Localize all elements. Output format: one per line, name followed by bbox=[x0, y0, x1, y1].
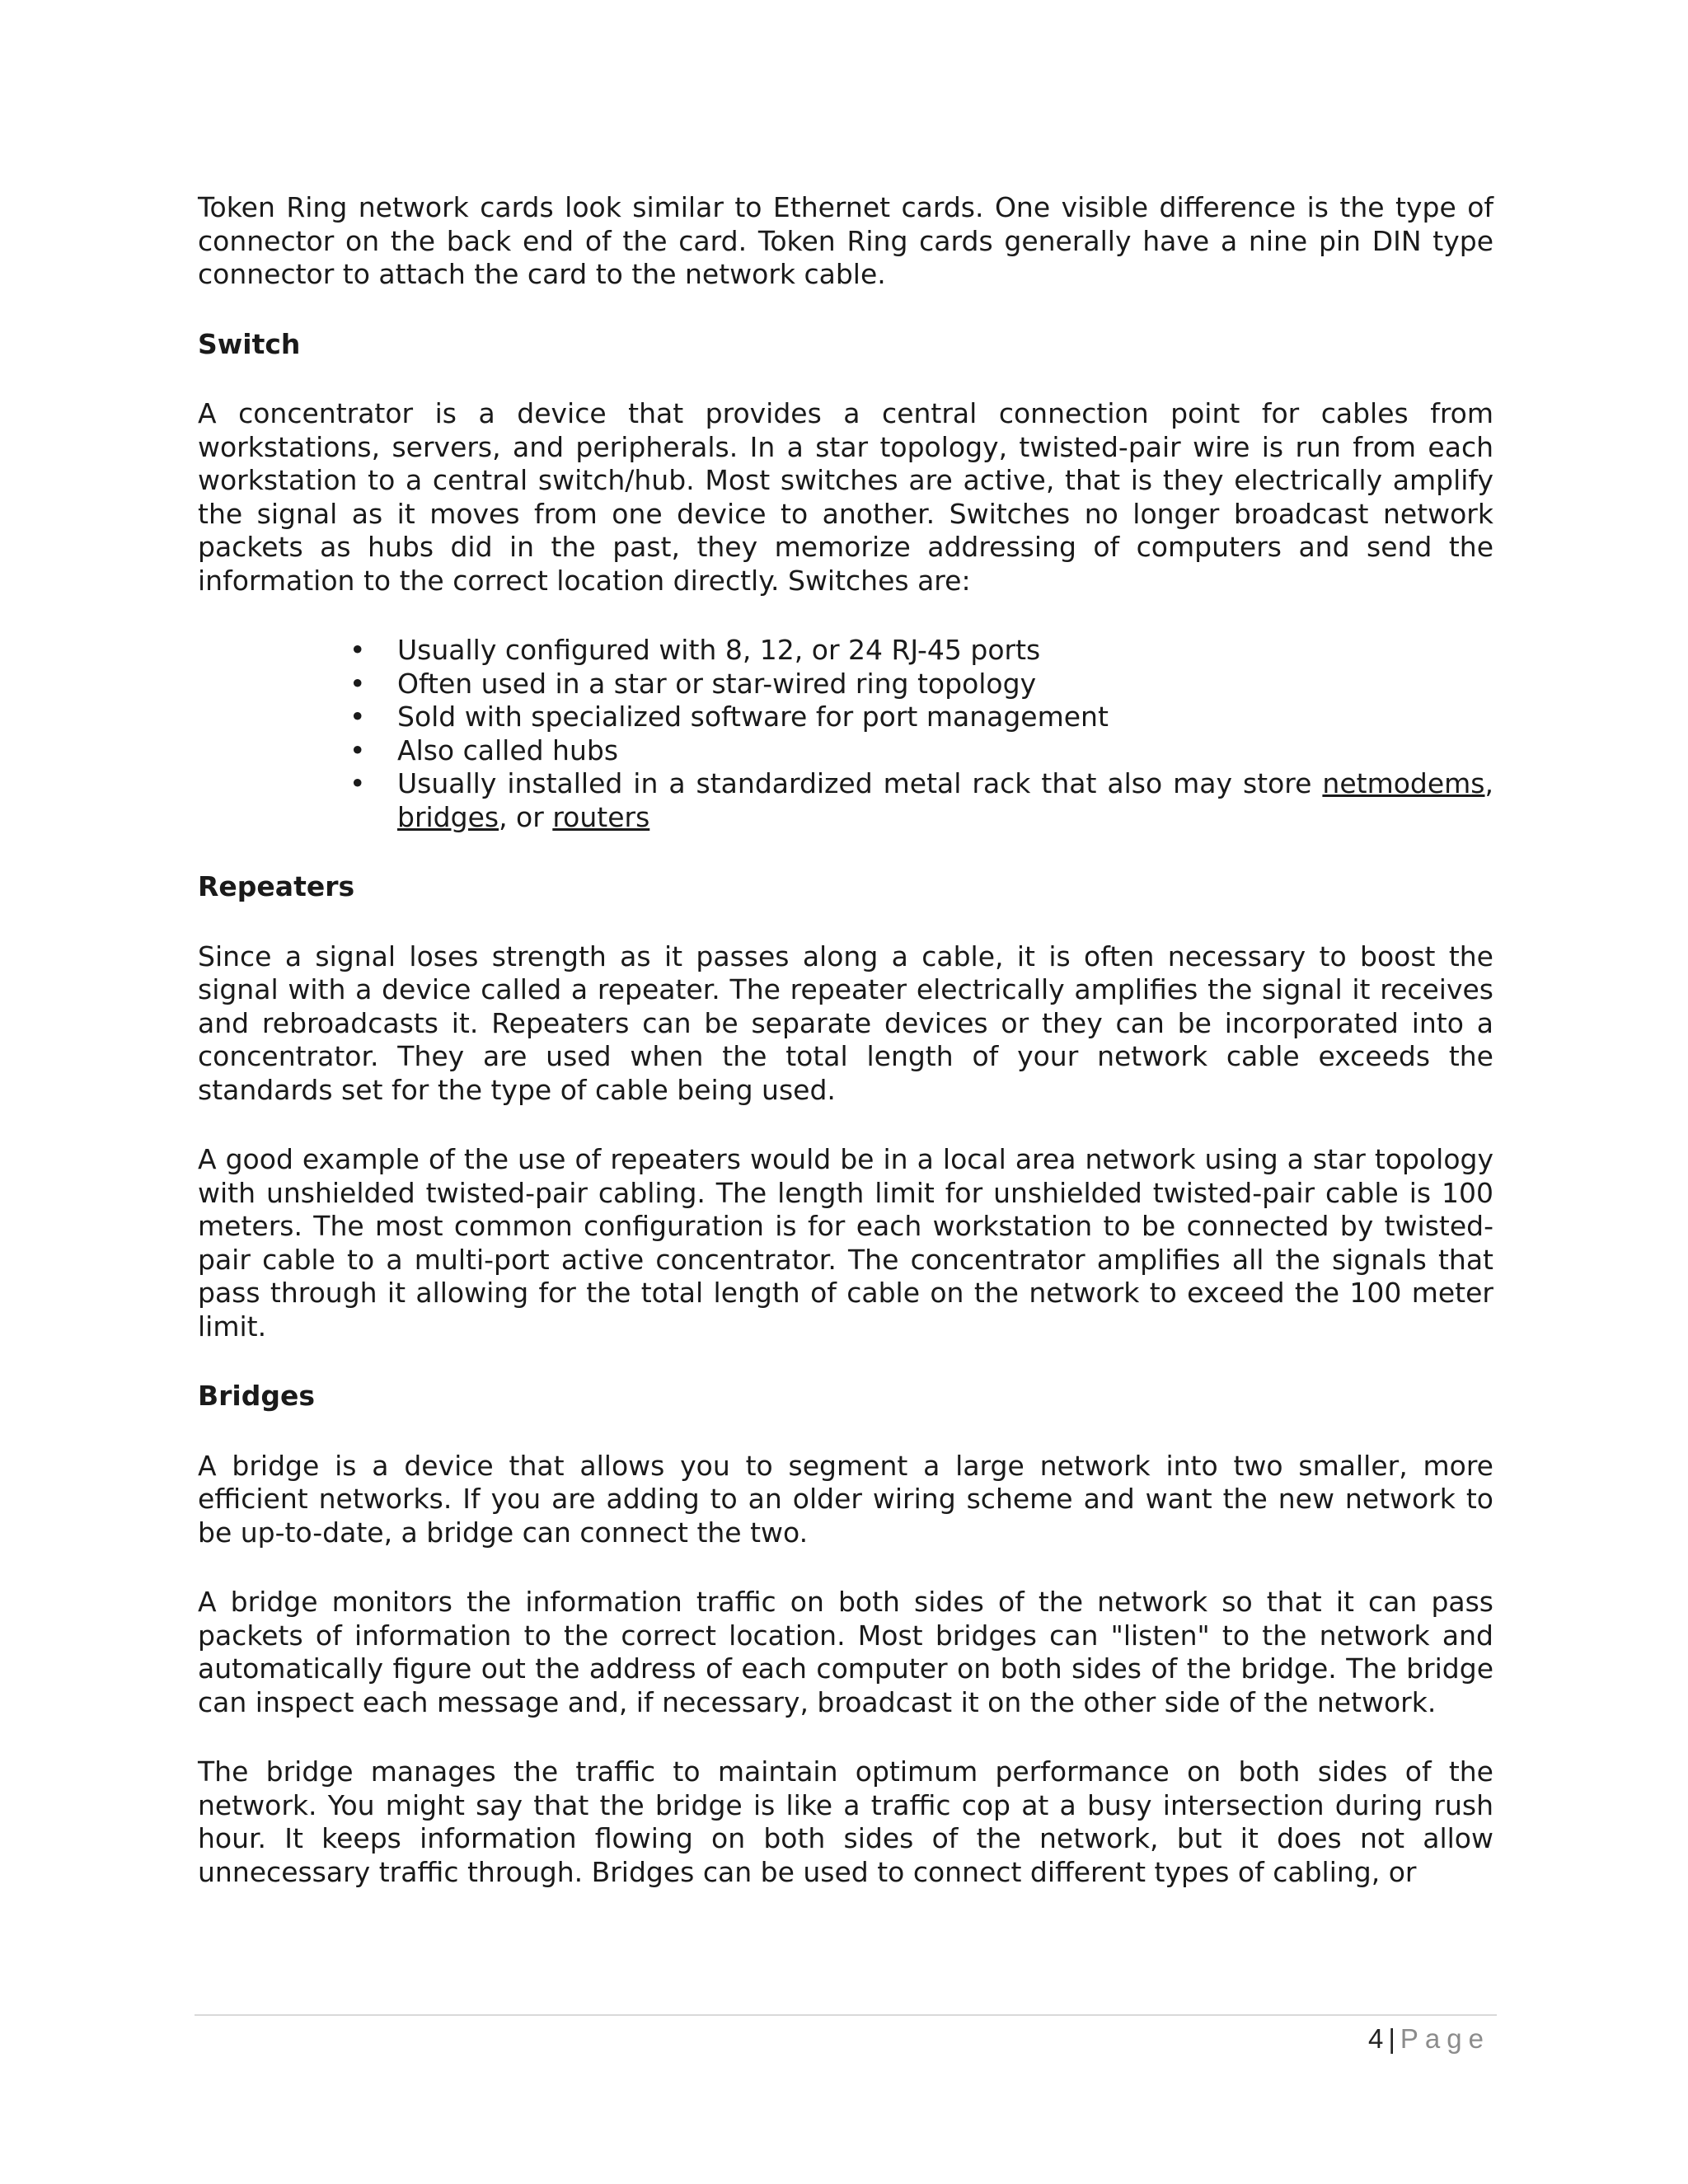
list-item-separator: , bbox=[1484, 767, 1493, 799]
repeaters-heading: Repeaters bbox=[198, 870, 355, 902]
list-item: • Sold with specialized software for port management bbox=[397, 701, 1493, 734]
netmodems-link[interactable]: netmodems bbox=[1322, 767, 1485, 799]
bridges-heading: Bridges bbox=[198, 1380, 316, 1412]
switch-paragraph: A concentrator is a device that provides a central connection point for cables from workstations, servers, and peripherals. In a star topology, twisted-pair wire is run from each workstation to a central switch/hub. Most switches are active, that is they electrically amplify the signal as it moves from one device to another. Switches no longer broadcast network packets as hubs did in the past, they memorize addressing of computers and send the information to the correct location directly. Switches are: bbox=[198, 397, 1493, 597]
switch-heading: Switch bbox=[198, 327, 301, 360]
repeaters-paragraph-2: A good example of the use of repeaters would be in a local area network using a star topology with unshielded twisted-pair cabling. The length limit for unshielded twisted-pair cable is 100 meters. The most common configuration is for each workstation to be connected by twisted-pair cable to a multi-port active concentrator. The concentrator amplifies all the signals that pass through it allowing for the total length of cable on the network to exceed the 100 meter limit. bbox=[198, 1143, 1493, 1343]
list-item-separator: , or bbox=[499, 800, 553, 833]
list-item-text: Usually installed in a standardized metal rack that also may store bbox=[397, 767, 1323, 799]
list-item-rack bbox=[397, 767, 1493, 834]
footer-separator: | bbox=[1388, 2023, 1395, 2054]
switch-bullet-list bbox=[198, 634, 1493, 834]
bridges-link[interactable]: bridges bbox=[397, 800, 499, 833]
page-number: 4 bbox=[1367, 2023, 1384, 2054]
bridges-paragraph-2: A bridge monitors the information traffic on both sides of the network so that it can pass packets of information to the correct location. Most bridges can "listen" to the network and automatically figure out the address of each computer on both sides of the bridge. The bridge can inspect each message and, if necessary, broadcast it on the other side of the network. bbox=[198, 1586, 1493, 1718]
footer-divider bbox=[195, 2014, 1497, 2016]
bridges-paragraph-1: A bridge is a device that allows you to segment a large network into two smaller, more efficient networks. If you are adding to an older wiring scheme and want the new network to be up-to-date, a bridge can connect the two. bbox=[198, 1449, 1493, 1549]
page-label: Page bbox=[1400, 2023, 1490, 2054]
routers-link[interactable]: routers bbox=[552, 800, 650, 833]
intro-paragraph: Token Ring network cards look similar to Ethernet cards. One visible difference is the type of connector on the back end of the card. Token Ring cards generally have a nine pin DIN type connector to attach the card to the network cable. bbox=[198, 191, 1493, 290]
list-item: • Also called hubs bbox=[397, 734, 1493, 768]
page-footer bbox=[1368, 2022, 1490, 2055]
repeaters-paragraph-1: Since a signal loses strength as it passes along a cable, it is often necessary to boost the signal with a device called a repeater. The repeater electrically amplifies the signal it receives and rebroadcasts it. Repeaters can be separate devices or they can be incorporated into a concentrator. They are used when the total length of your network cable exceeds the standards set for the type of cable being used. bbox=[198, 940, 1493, 1106]
list-item: • Usually configured with 8, 12, or 24 RJ-45 ports bbox=[397, 634, 1493, 668]
list-item: • Often used in a star or star-wired ring topology bbox=[397, 668, 1493, 701]
bridges-paragraph-3: The bridge manages the traffic to maintain optimum performance on both sides of the network. You might say that the bridge is like a traffic cop at a busy intersection during rush hour. It keeps information flowing on both sides of the network, but it does not allow unnecessary traffic through. Bridges can be used to connect different types of cabling, or bbox=[198, 1755, 1493, 1888]
document-page bbox=[198, 191, 1493, 1925]
